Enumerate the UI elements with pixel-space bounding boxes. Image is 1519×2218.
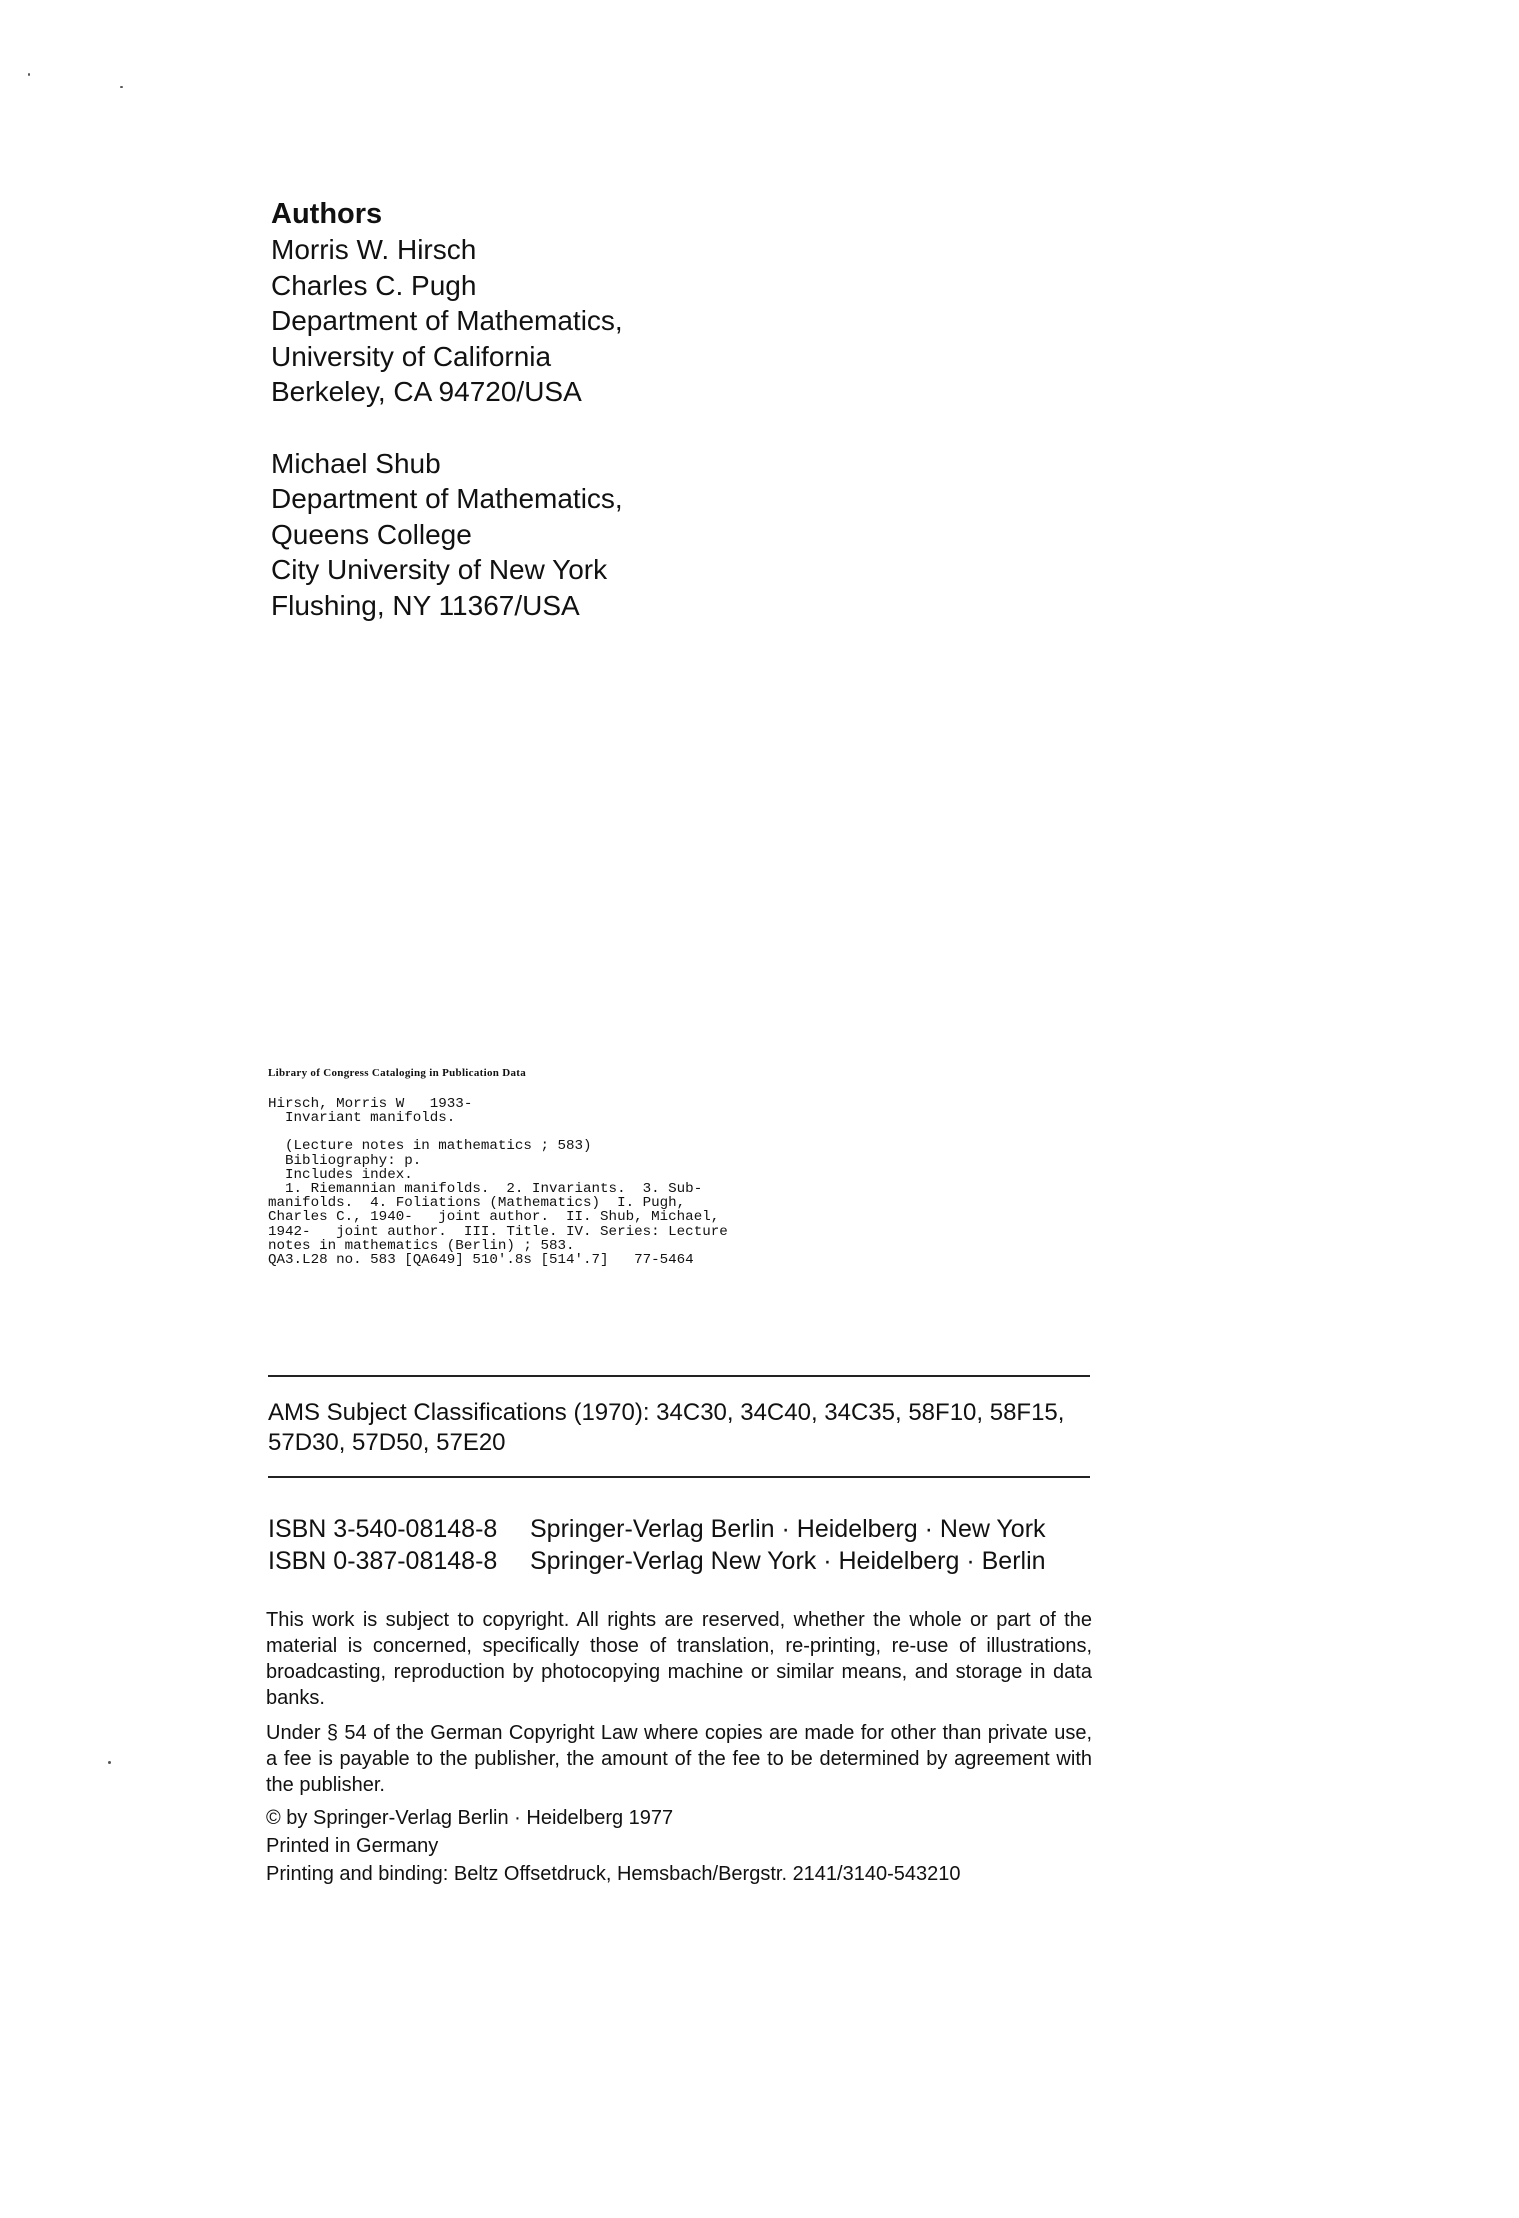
printed-in: Printed in Germany <box>266 1835 439 1857</box>
author-line: Morris W. Hirsch <box>271 234 477 265</box>
cip-gap <box>268 1125 1168 1139</box>
author-block-hirsch-pugh <box>271 232 1071 410</box>
cip-line: 1. Riemannian manifolds. 2. Invariants. 3. Sub- <box>268 1181 703 1198</box>
address-line: Department of Mathematics, <box>271 305 623 336</box>
cataloging-in-publication-block <box>268 1066 1168 1267</box>
address-line: Flushing, NY 11367/USA <box>271 589 580 621</box>
cip-line: notes in mathematics (Berlin) ; 583. <box>268 1237 575 1254</box>
isbn-row <box>268 1545 1108 1577</box>
cip-line: Invariant manifolds. <box>268 1110 456 1127</box>
cip-line: manifolds. 4. Foliations (Mathematics) I. Pugh, <box>268 1195 686 1212</box>
printing-binding: Printing and binding: Beltz Offsetdruck, Hemsbach/Bergstr. 2141/3140-543210 <box>266 1863 961 1885</box>
cip-line: Bibliography: p. <box>268 1152 422 1169</box>
author-line: Charles C. Pugh <box>271 269 477 301</box>
legal-section <box>266 1607 1092 1887</box>
divider-rule <box>268 1476 1090 1478</box>
cip-line: Charles C., 1940- joint author. II. Shub, Michael, <box>268 1209 720 1226</box>
cip-line: QA3.L28 no. 583 [QA649] 510'.8s [514'.7] 77-5464 <box>268 1252 694 1269</box>
address-line: Department of Mathematics, <box>271 483 623 514</box>
isbn-number: ISBN 0-387-08148-8 <box>268 1547 498 1575</box>
scan-speck <box>28 73 30 76</box>
isbn-block <box>268 1513 1108 1577</box>
divider-rule <box>268 1375 1090 1377</box>
isbn-publisher: Springer-Verlag Berlin · Heidelberg · New York <box>530 1515 1046 1543</box>
scan-speck <box>120 86 123 88</box>
scan-speck <box>108 1761 111 1764</box>
authors-section <box>271 196 1071 623</box>
address-line: Queens College <box>271 518 472 550</box>
cip-line: (Lecture notes in mathematics ; 583) <box>268 1138 592 1155</box>
author-block-shub <box>271 446 1071 624</box>
ams-classification: AMS Subject Classifications (1970): 34C30, 34C40, 34C35, 58F10, 58F15, 57D30, 57D50, 57E20 <box>268 1399 1065 1456</box>
isbn-publisher: Springer-Verlag New York · Heidelberg · Berlin <box>530 1547 1046 1575</box>
cip-line: 1942- joint author. III. Title. IV. Series: Lecture <box>268 1223 728 1240</box>
isbn-row <box>268 1513 1108 1545</box>
copyright-notice: This work is subject to copyright. All rights are reserved, whether the whole or part of the material is concerned, specifically those of translation, re-printing, re-use of illustrations, broadcasting, reproduction by photocopying machine or similar means, and storage in data banks. <box>266 1609 1092 1709</box>
copyright-line: © by Springer-Verlag Berlin · Heidelberg 1977 <box>266 1807 674 1829</box>
cip-line: Includes index. <box>268 1166 413 1183</box>
isbn-number: ISBN 3-540-08148-8 <box>268 1515 498 1543</box>
german-copyright-law-notice: Under § 54 of the German Copyright Law where copies are made for other than private use, a fee is payable to the publisher, the amount of the fee to be determined by agreement with the publisher. <box>266 1722 1092 1796</box>
address-line: University of California <box>271 340 552 372</box>
cip-line: Hirsch, Morris W 1933- <box>268 1096 473 1112</box>
address-line: Berkeley, CA 94720/USA <box>271 376 582 407</box>
address-line: City University of New York <box>271 554 608 585</box>
cip-title: Library of Congress Cataloging in Publication Data <box>268 1067 527 1079</box>
authors-heading: Authors <box>271 198 383 230</box>
author-line: Michael Shub <box>271 447 441 479</box>
